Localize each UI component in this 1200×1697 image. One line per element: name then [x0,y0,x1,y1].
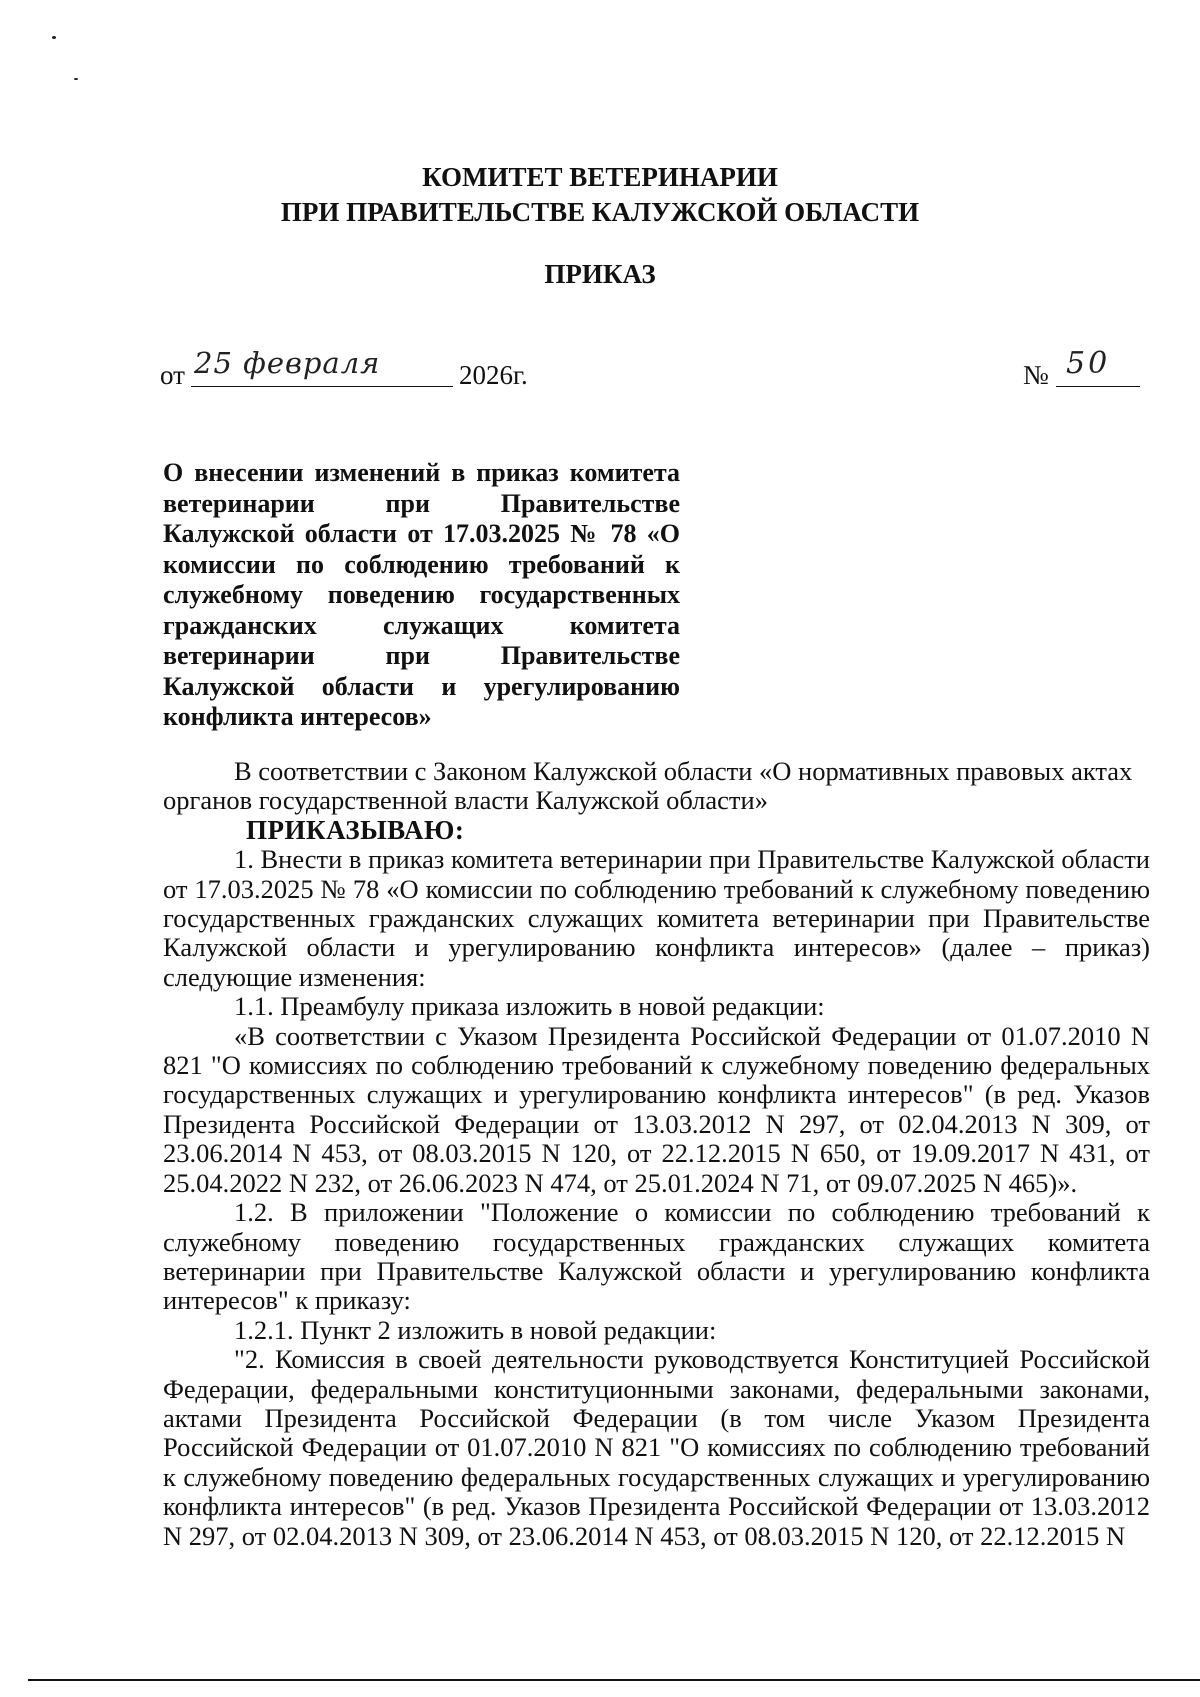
page-bottom-rule [28,1679,1200,1681]
document-body [163,757,1150,1551]
date-year: 2026г. [459,360,528,390]
handwritten-number: 50 [1066,346,1111,381]
preamble-line-2: органов государственной власти Калужской области» [163,785,768,816]
paragraph-item-1-2: 1.2. В приложении "Положение о комиссии по соблюдению требований к служебному поведению государственных гражданских служащих комитета ветеринарии при Правительстве Калужской области и урегулированию конфликта интересов" к приказу: [163,1197,1150,1316]
order-subject-heading: О внесении изменений в приказ комитета ветеринарии при Правительстве Калужской области от 17.03.2025 № 78 «О комиссии по соблюдению требований к служебному поведению государственных гражданских служащих комитета ветеринарии при Правительстве Калужской области и урегулированию конфликта интересов» [163,458,680,731]
paragraph-item-1-2-1-text: "2. Комиссия в своей деятельности руководствуется Конституцией Российской Федерации, федеральными конституционными законами, федеральными законами, актами Президента Российской Федерации (в том числе Указом Президента Российской Федерации от 01.07.2010 N 821 "О комиссиях по соблюдению требований к служебному поведению федеральных государственных служащих и урегулированию конфликта интересов" (в ред. Указов Президента Российской Федерации от 13.03.2012 N 297, от 02.04.2013 N 309, от 23.06.2014 N 453, от 08.03.2015 N 120, от 22.12.2015 N [163,1344,1150,1551]
organization-line-1: КОМИТЕТ ВЕТЕРИНАРИИ [422,162,778,192]
paragraph-item-1-1-text: «В соответствии с Указом Президента Российской Федерации от 01.07.2010 N 821 "О комиссиях по соблюдению требований к служебному поведению федеральных государственных служащих и урегулированию конфликта интересов" (в ред. Указов Президента Российской Федерации от 13.03.2012 N 297, от 02.04.2013 N 309, от 23.06.2014 N 453, от 08.03.2015 N 120, от 22.12.2015 N 650, от 19.09.2017 N 431, от 25.04.2022 N 232, от 26.06.2023 N 474, от 25.01.2024 N 71, от 09.07.2025 N 465)». [163,1020,1150,1198]
scan-speck [74,78,78,80]
organization-name [0,160,1200,230]
date-prefix: от [160,360,185,390]
paragraph-item-1-2-1: 1.2.1. Пункт 2 изложить в новой редакции: [234,1314,717,1345]
paragraph-item-1-1: 1.1. Преамбулу приказа изложить в новой редакции: [234,991,825,1022]
number-underline [1056,386,1140,387]
document-type-title: ПРИКАЗ [544,259,656,289]
handwritten-date: 25 февраля [194,346,381,380]
preamble-line-1: В соответствии с Законом Калужской области «О нормативных правовых актах [234,756,1133,786]
scan-speck [52,36,56,39]
number-prefix: № [1023,360,1049,390]
paragraph-item-1: 1. Внести в приказ комитета ветеринарии при Правительстве Калужской области от 17.03.2025 № 78 «О комиссии по соблюдению требований к служебному поведению государственных гражданских служащих комитета ветеринарии при Правительстве Калужской области и урегулированию конфликта интересов» (далее – приказ) следующие изменения: [163,844,1150,992]
decree-word: ПРИКАЗЫВАЮ: [246,814,465,845]
date-underline [191,386,453,387]
organization-line-2: ПРИ ПРАВИТЕЛЬСТВЕ КАЛУЖСКОЙ ОБЛАСТИ [280,197,920,227]
date-number-line [0,346,1200,400]
